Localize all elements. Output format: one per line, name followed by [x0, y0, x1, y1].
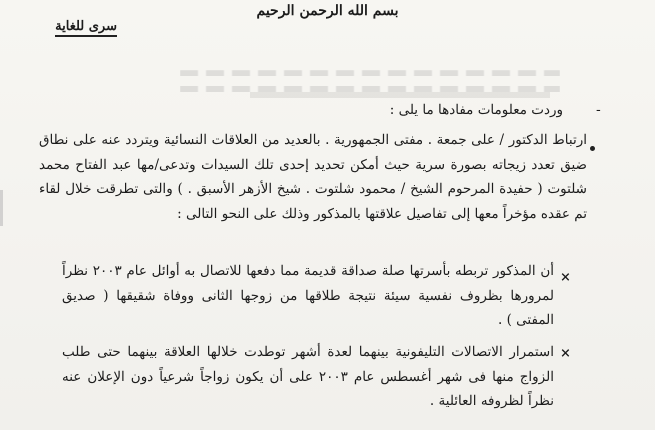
list-item-1: أن المذكور تربطه بأسرتها صلة صداقة قديمة مما دفعها للاتصال به أوائل عام ٢٠٠٣ نظراً لمرورها بظروف نفسية سيئة نتيجة طلاقها من زوجها الثانى ووفاة شقيقها ( صديق المفتى ) . [62, 263, 554, 328]
list-marker-1: × [560, 270, 571, 285]
bullet-dot-icon [590, 146, 595, 151]
list-marker-2: × [560, 346, 571, 361]
intro-dash: - [596, 102, 601, 118]
classification-label: سرى للغاية [55, 19, 117, 37]
intro-line: وردت معلومات مفادها ما يلى : [389, 102, 563, 118]
list-item-2: استمرار الاتصالات التليفونية بينهما لعدة أشهر توطدت خلالها العلاقة بينهما حتى طلب الزواج منها فى شهر أغسطس عام ٢٠٠٣ على أن يكون زواجاً شرعياً دون الإعلان عنه نظراً لظروفه العائلية . [62, 344, 554, 409]
scan-edge-mark [0, 190, 3, 226]
bleed-through-line [250, 92, 550, 98]
basmala-heading: بسم الله الرحمن الرحيم [256, 3, 399, 19]
paragraph-1: ارتباط الدكتور / على جمعة . مفتى الجمهورية . بالعديد من العلاقات النسائية ويتردد عنه على نطاق ضيق تعدد زيجاته بصورة سرية حيث أمكن تحديد إحدى تلك السيدات وتدعى/مها عبد الفتاح محمد شلتوت ( حفيدة المرحوم الشيخ / محمود شلتوت . شيخ الأزهر الأسبق . ) والتى تطرقت خلال لقاء تم عقده مؤخراً معها إلى تفاصيل علاقتها بالمذكور وذلك على النحو التالى : [39, 132, 587, 222]
